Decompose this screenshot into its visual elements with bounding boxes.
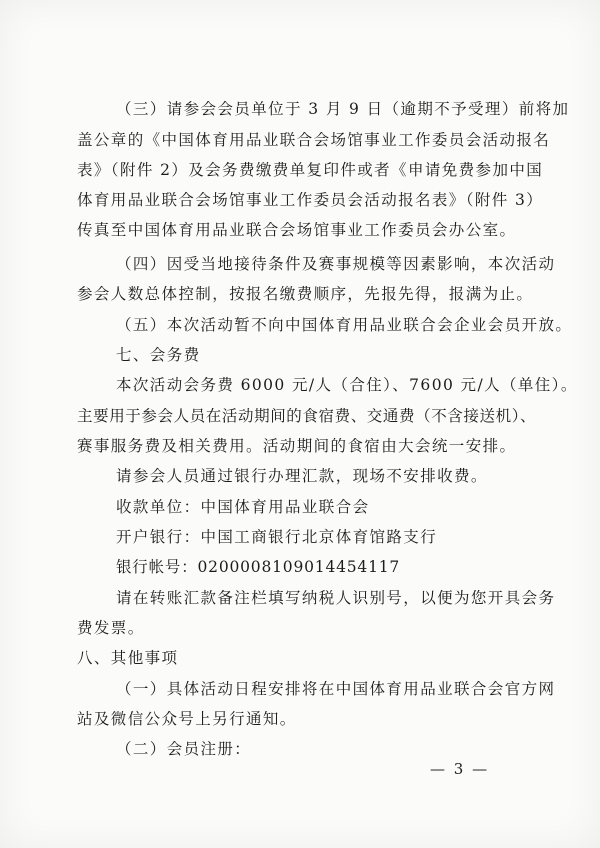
payee-line: 收款单位：中国体育用品业联合会 <box>116 498 370 516</box>
text-line: 盖公章的《中国体育用品业联合会场馆事业工作委员会活动报名 <box>77 131 551 149</box>
text-line: 赛事服务费及相关费用。活动期间的食宿由大会统一安排。 <box>77 437 517 455</box>
text-line: （一）具体活动日程安排将在中国体育用品业联合会官方网 <box>116 680 556 698</box>
bank-line: 开户银行：中国工商银行北京体育馆路支行 <box>116 528 438 546</box>
text-line: 请参会人员通过银行办理汇款，现场不安排收费。 <box>116 467 488 485</box>
section-heading: 八、其他事项 <box>77 649 179 667</box>
text-line: 站及微信公众号上另行通知。 <box>77 710 297 728</box>
page-number: — 3 — <box>430 760 490 778</box>
account-line: 银行帐号：0200008109014454117 <box>116 558 401 576</box>
text-line: 请在转账汇款备注栏填写纳税人识别号，以便为您开具会务 <box>116 589 556 607</box>
text-line: 传真至中国体育用品业联合会场馆事业工作委员会办公室。 <box>77 221 517 239</box>
text-line: 费发票。 <box>77 619 145 637</box>
text-line: （四）因受当地接待条件及赛事规模等因素影响，本次活动 <box>116 255 556 273</box>
text-line: 本次活动会务费 6000 元/人（合住）、7600 元/人（单住）。 <box>116 376 578 394</box>
text-line: 参会人数总体控制，按报名缴费顺序，先报先得，报满为止。 <box>77 285 534 303</box>
section-heading: 七、会务费 <box>116 346 201 364</box>
text-line: （五）本次活动暂不向中国体育用品业联合会企业会员开放。 <box>116 316 573 334</box>
text-line: 表》（附件 2）及会务费缴费单复印件或者《申请免费参加中国 <box>77 161 544 179</box>
text-line: 体育用品业联合会场馆事业工作委员会活动报名表》（附件 3） <box>77 191 544 209</box>
text-line: 主要用于参会人员在活动期间的食宿费、交通费（不含接送机）、 <box>77 407 537 425</box>
text-line: （二）会员注册： <box>116 740 252 758</box>
text-line: （三）请参会会员单位于 3 月 9 日（逾期不予受理）前将加 <box>116 100 570 118</box>
